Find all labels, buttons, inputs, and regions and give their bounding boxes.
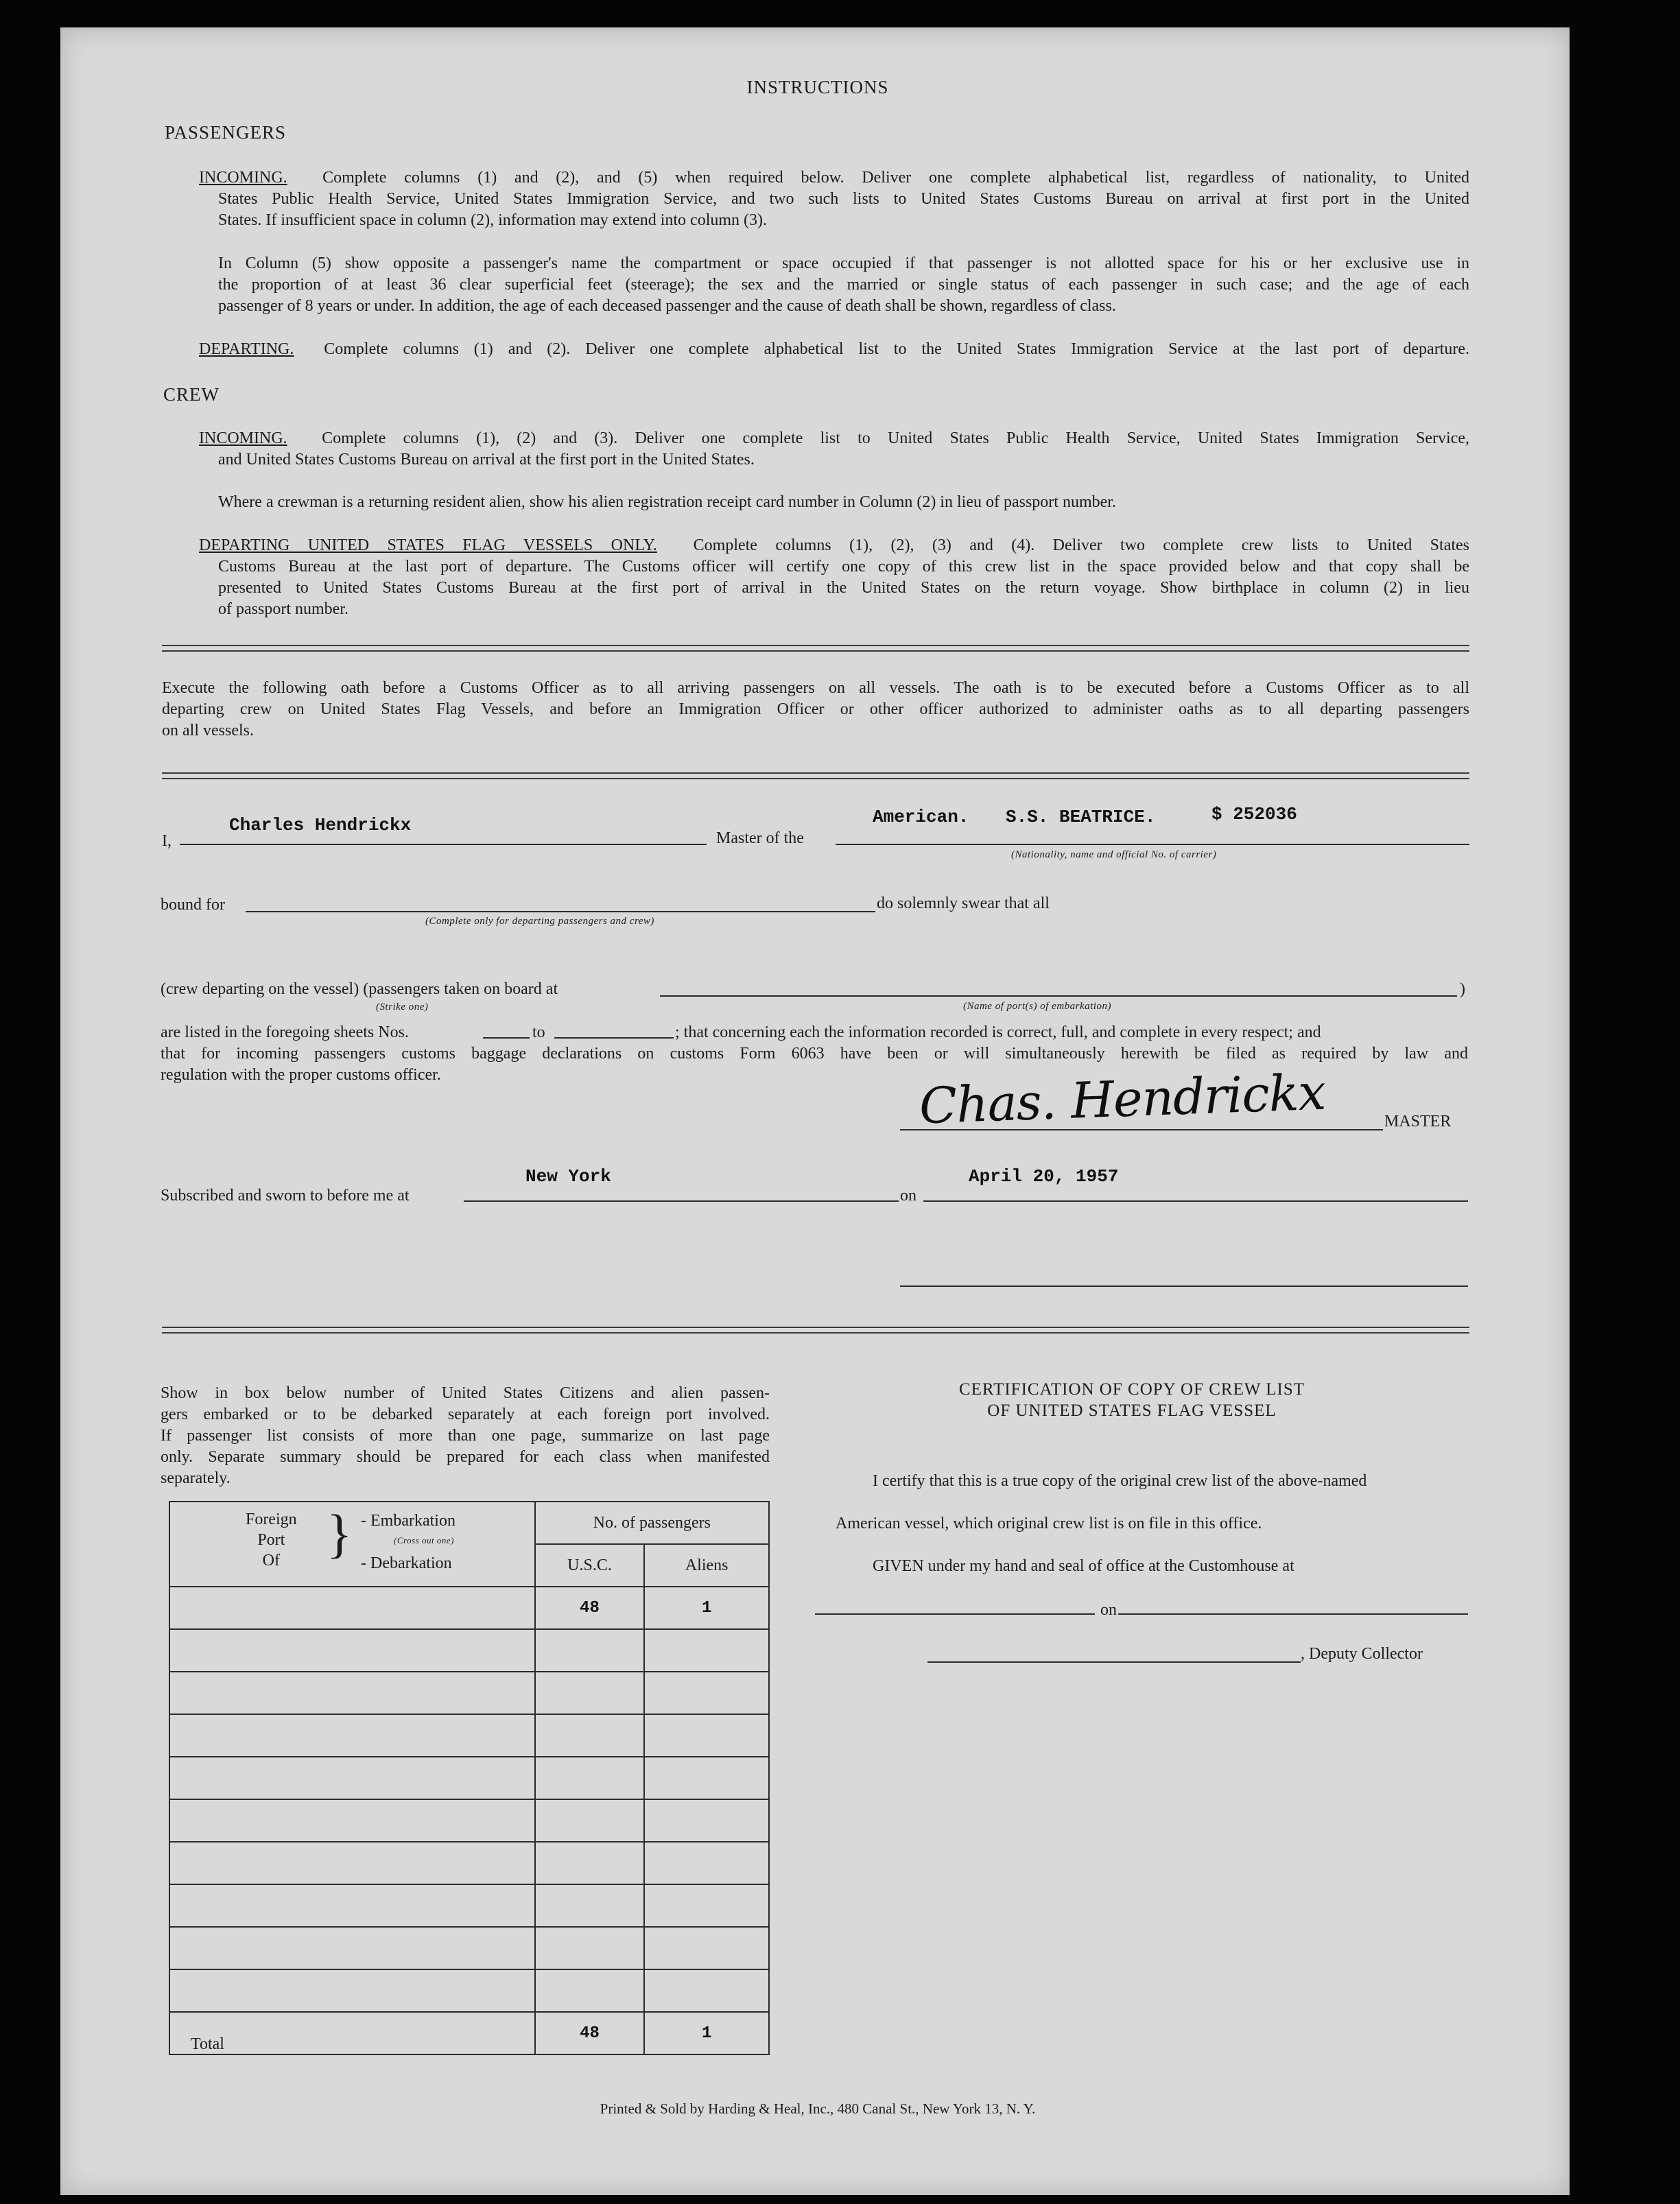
crew-passengers-text: (crew departing on the vessel) (passengers taken on board at (161, 980, 558, 998)
passengers-heading: PASSENGERS (165, 122, 287, 143)
table-cell-port[interactable] (169, 1629, 535, 1672)
foreign-label: Foreign (246, 1510, 297, 1528)
printer-footer: Printed & Sold by Harding & Heal, Inc., 480 Canal St., New York 13, N. Y. (600, 2100, 1036, 2117)
table-row (169, 1842, 769, 1884)
passenger-tally-table (169, 1501, 770, 2055)
listed-to-label: to (532, 1023, 545, 1041)
solemnly-swear-text: do solemnly swear that all (877, 894, 1050, 912)
embarkation-option[interactable]: - Embarkation (361, 1512, 456, 1530)
table-row (169, 1757, 769, 1799)
crew-incoming-line2: and United States Customs Bureau on arrival at the first port in the United States. (218, 451, 755, 469)
sheet-to-field[interactable] (554, 1037, 674, 1039)
table-row (169, 1714, 769, 1757)
baggage-declaration-line: that for incoming passengers customs baggage declarations on customs Form 6063 have been or will simultaneously herewith be filed as required by law and (161, 1045, 1468, 1063)
cross-out-caption: (Cross out one) (394, 1535, 454, 1545)
master-of-the-label: Master of the (716, 829, 804, 847)
officer-signature-line (900, 1285, 1468, 1287)
table-cell-port[interactable] (169, 1714, 535, 1757)
close-paren: ) (1460, 980, 1465, 998)
table-cell-port[interactable] (169, 1799, 535, 1842)
sworn-on-label: on (900, 1187, 916, 1205)
customhouse-field[interactable] (815, 1613, 1095, 1615)
american-vessel-text: American vessel, which original crew list is on file in this office. (836, 1515, 1262, 1532)
table-row (169, 1927, 769, 1969)
column5-line2: the proportion of at least 36 clear superficial feet (steerage); the sex and the married or single status of each passenger in such case; and the age of each (218, 276, 1469, 294)
vessel-official-number: $ 252036 (1211, 804, 1297, 825)
oath-intro-line2: departing crew on United States Flag Vessels, and before an Immigration Officer or other officer authorized to administer oaths as to all departing passengers (162, 700, 1469, 718)
given-text: GIVEN under my hand and seal of office at the Customhouse at (873, 1557, 1294, 1575)
crew-resident-alien: Where a crewman is a returning resident alien, show his alien registration receipt card number in Column (2) in lieu of passport number. (218, 493, 1116, 511)
table-cell-usc[interactable] (535, 1629, 645, 1672)
table-cell-aliens[interactable] (644, 1757, 769, 1799)
vessel-caption: (Nationality, name and official No. of carrier) (1011, 849, 1217, 860)
passengers-incoming-label: INCOMING. (199, 169, 287, 187)
vessel-field[interactable] (836, 844, 1469, 845)
section-divider (162, 772, 1469, 779)
certification-on-label: on (1100, 1601, 1117, 1619)
master-signature: Chas. Hendrickx (918, 1063, 1327, 1135)
column5-line1: In Column (5) show opposite a passenger's name the compartment or space occupied if that passenger is not allotted space for his or her exclusive use in (218, 254, 1469, 272)
deputy-collector-signature-line (927, 1661, 1301, 1663)
certification-date-field[interactable] (1118, 1613, 1468, 1615)
table-cell-usc[interactable] (535, 1757, 645, 1799)
table-row (169, 1799, 769, 1842)
port-label: Port (257, 1531, 285, 1549)
table-cell-port[interactable] (169, 1842, 535, 1884)
strike-one-caption: (Strike one) (376, 1002, 429, 1012)
crew-departing-line1 (199, 535, 1469, 556)
crew-departing-line2: Customs Bureau at the last port of departure. The Customs officer will certify one copy of this crew list in the space provided below and that copy shall be (218, 558, 1469, 576)
debarkation-option[interactable]: - Debarkation (361, 1554, 452, 1572)
table-header-row (169, 1502, 769, 1544)
summary-note-line5: separately. (161, 1469, 230, 1487)
deputy-collector-label: , Deputy Collector (1301, 1645, 1423, 1663)
table-row (169, 1587, 769, 1629)
passengers-departing-text: Complete columns (1) and (2). Deliver one complete alphabetical list to the United States Immigration Service at the last port of departure. (324, 340, 1469, 358)
crew-departing-text1: Complete columns (1), (2), (3) and (4). Deliver two complete crew lists to United States (693, 536, 1470, 554)
table-total-row (169, 2012, 769, 2054)
table-cell-aliens[interactable] (644, 1927, 769, 1969)
embarkation-ports-field[interactable] (660, 995, 1457, 997)
crew-departing-label: DEPARTING UNITED STATES FLAG VESSELS ONLY. (199, 536, 657, 554)
table-cell-aliens[interactable]: 1 (644, 1587, 769, 1629)
table-cell-port[interactable] (169, 1757, 535, 1799)
master-name-field[interactable] (180, 844, 707, 845)
section-divider (162, 645, 1469, 652)
brace-icon: } (327, 1504, 353, 1563)
table-cell-usc[interactable] (535, 1927, 645, 1969)
table-cell-aliens[interactable] (644, 1884, 769, 1927)
bound-for-field[interactable] (246, 911, 875, 912)
crew-incoming-line1 (199, 428, 1469, 449)
table-cell-aliens[interactable] (644, 1842, 769, 1884)
bound-for-label: bound for (161, 896, 225, 914)
total-usc: 48 (535, 2012, 645, 2054)
oath-i-label: I, (162, 832, 171, 850)
section-divider (162, 1327, 1469, 1334)
summary-note-line4: only. Separate summary should be prepared for each class when manifested (161, 1448, 770, 1466)
listed-text: ; that concerning each the information recorded is correct, full, and complete in every respect; and (675, 1023, 1321, 1041)
passengers-incoming-text1: Complete columns (1) and (2), and (5) when required below. Deliver one complete alphabetical list, regardless of nationality, to United (322, 169, 1470, 187)
sworn-date-field[interactable] (923, 1200, 1468, 1202)
table-row (169, 1672, 769, 1714)
column5-line3: passenger of 8 years or under. In addition, the age of each deceased passenger and the cause of death shall be shown, regardless of class. (218, 297, 1116, 315)
table-cell-usc[interactable] (535, 1884, 645, 1927)
passengers-departing-label: DEPARTING. (199, 340, 294, 358)
table-row (169, 1629, 769, 1672)
sheet-from-field[interactable] (483, 1037, 530, 1039)
table-cell-aliens[interactable] (644, 1714, 769, 1757)
table-cell-aliens[interactable] (644, 1799, 769, 1842)
table-cell-port[interactable] (169, 1884, 535, 1927)
table-row (169, 1884, 769, 1927)
summary-note-line3: If passenger list consists of more than one page, summarize on last page (161, 1427, 770, 1445)
certification-title-line2: OF UNITED STATES FLAG VESSEL (987, 1401, 1277, 1420)
summary-note-line2: gers embarked or to be debarked separately at each foreign port involved. (161, 1406, 770, 1423)
table-cell-usc[interactable]: 48 (535, 1587, 645, 1629)
total-label: Total (169, 2012, 535, 2054)
total-aliens: 1 (644, 2012, 769, 2054)
passengers-departing (199, 339, 1469, 360)
regulation-line: regulation with the proper customs officer. (161, 1066, 441, 1084)
crew-incoming-text1: Complete columns (1), (2) and (3). Deliver one complete list to United States Public Health Service, United States Immigration Service, (322, 429, 1470, 447)
table-cell-aliens[interactable] (644, 1629, 769, 1672)
table-cell-usc[interactable] (535, 1842, 645, 1884)
oath-intro-line3: on all vessels. (162, 722, 254, 739)
oath-intro-line1: Execute the following oath before a Customs Officer as to all arriving passengers on all vessels. The oath is to be executed before a Customs Officer as to all (162, 679, 1469, 697)
of-label: Of (262, 1552, 280, 1569)
table-cell-port[interactable] (169, 1587, 535, 1629)
passengers-incoming-line1 (199, 167, 1469, 189)
table-cell-aliens[interactable] (644, 1672, 769, 1714)
master-name-value: Charles Hendrickx (229, 815, 412, 836)
aliens-header: Aliens (644, 1544, 769, 1587)
crew-heading: CREW (163, 384, 220, 405)
table-cell-usc[interactable] (535, 1672, 645, 1714)
table-cell-usc[interactable] (535, 1969, 645, 2012)
certify-text: I certify that this is a true copy of the original crew list of the above-named (873, 1472, 1367, 1490)
port-header (169, 1502, 535, 1587)
ports-caption: (Name of port(s) of embarkation) (963, 1001, 1111, 1012)
table-row (169, 1969, 769, 2012)
passengers-incoming-line3: States. If insufficient space in column (2), information may extend into column (3). (218, 211, 768, 229)
page-title: INSTRUCTIONS (746, 77, 889, 97)
table-cell-port[interactable] (169, 1672, 535, 1714)
crew-departing-line3: presented to United States Customs Bureau at the first port of arrival in the United States on the return voyage. Show birthplace in column (2) in lieu (218, 579, 1469, 597)
foreign-port-of (246, 1509, 297, 1571)
certification-title-line1: CERTIFICATION OF COPY OF CREW LIST (958, 1380, 1305, 1399)
sworn-place-field[interactable] (464, 1200, 899, 1202)
crew-incoming-label: INCOMING. (199, 429, 287, 447)
table-cell-usc[interactable] (535, 1799, 645, 1842)
table-cell-port[interactable] (169, 1927, 535, 1969)
no-passengers-header: No. of passengers (535, 1502, 769, 1544)
subscribed-label: Subscribed and sworn to before me at (161, 1187, 410, 1205)
vessel-nationality: American. (873, 807, 969, 827)
usc-header: U.S.C. (535, 1544, 645, 1587)
crew-departing-line4: of passport number. (218, 600, 348, 618)
vessel-name: S.S. BEATRICE. (1006, 807, 1156, 827)
summary-note-line1: Show in box below number of United States Citizens and alien passen- (161, 1384, 770, 1402)
master-label: MASTER (1384, 1113, 1452, 1130)
table-cell-aliens[interactable] (644, 1969, 769, 2012)
table-cell-usc[interactable] (535, 1714, 645, 1757)
sworn-date-value: April 20, 1957 (969, 1166, 1119, 1187)
sworn-place-value: New York (525, 1166, 611, 1187)
bound-for-caption: (Complete only for departing passengers and crew) (425, 916, 654, 927)
table-cell-port[interactable] (169, 1969, 535, 2012)
listed-label: are listed in the foregoing sheets Nos. (161, 1023, 409, 1041)
passengers-incoming-line2: States Public Health Service, United States Immigration Service, and two such lists to United States Customs Bureau on arrival at first port in the United (218, 190, 1469, 208)
